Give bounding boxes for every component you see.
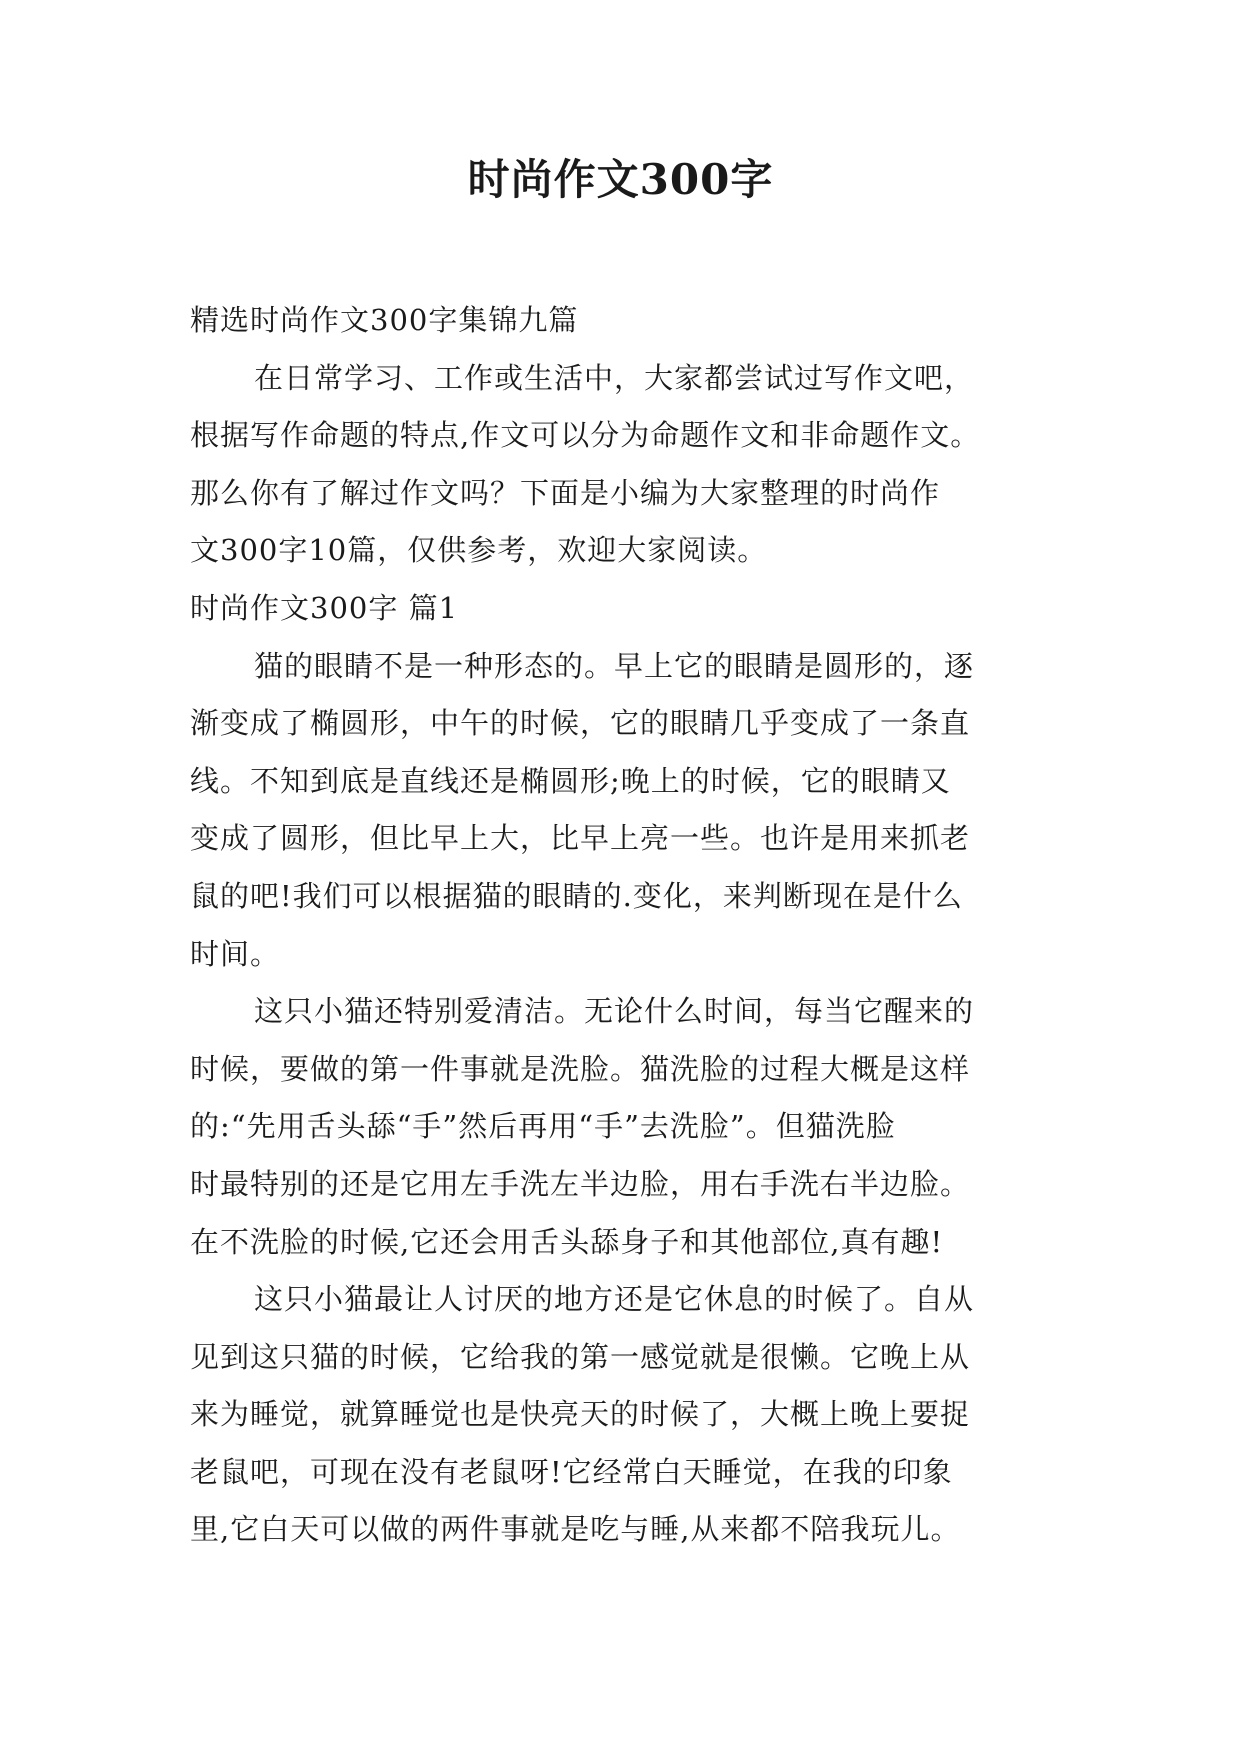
- text-line: 那么你有了解过作文吗？下面是小编为大家整理的时尚作: [190, 475, 941, 510]
- text-line: 猫的眼睛不是一种形态的。早上它的眼睛是圆形的，逐: [254, 648, 975, 683]
- text-line: 在日常学习、工作或生活中，大家都尝试过写作文吧，: [254, 360, 975, 395]
- text-line: 的:“先用舌头舔“手”然后再用“手”去洗脸”。但猫洗脸: [190, 1109, 896, 1144]
- text-line: 见到这只猫的时候，它给我的第一感觉就是很懒。它晚上从: [190, 1339, 971, 1374]
- document-body: [190, 292, 1062, 1559]
- text-line: 时尚作文300字 篇1: [190, 590, 459, 625]
- text-line: 时最特别的还是它用左手洗左半边脸，用右手洗右半边脸。: [190, 1166, 971, 1201]
- text-line: 文300字10篇，仅供参考，欢迎大家阅读。: [190, 533, 768, 568]
- text-line: 来为睡觉，就算睡觉也是快亮天的时候了，大概上晚上要捉: [190, 1397, 971, 1432]
- text-line: 时候，要做的第一件事就是洗脸。猫洗脸的过程大概是这样: [190, 1051, 971, 1086]
- text-line: 时间。: [190, 936, 281, 971]
- page-title: 时尚作文300字: [467, 155, 774, 204]
- text-line: 变成了圆形，但比早上大，比早上亮一些。也许是用来抓老: [190, 821, 971, 856]
- text-line: 这只小猫还特别爱清洁。无论什么时间，每当它醒来的: [254, 994, 975, 1029]
- text-line: 精选时尚作文300字集锦九篇: [190, 303, 579, 337]
- text-line: 根据写作命题的特点,作文可以分为命题作文和非命题作文。: [190, 418, 981, 453]
- text-line: 这只小猫最让人讨厌的地方还是它休息的时候了。自从: [254, 1282, 975, 1317]
- text-line: 鼠的吧!我们可以根据猫的眼睛的.变化，来判断现在是什么: [190, 878, 963, 913]
- text-line: 里,它白天可以做的两件事就是吃与睡,从来都不陪我玩儿。: [190, 1512, 961, 1547]
- text-line: 线。不知到底是直线还是椭圆形;晚上的时候，它的眼睛又: [190, 763, 951, 798]
- text-line: 老鼠吧，可现在没有老鼠呀!它经常白天睡觉，在我的印象: [190, 1454, 953, 1489]
- text-line: 在不洗脸的时候,它还会用舌头舔身子和其他部位,真有趣!: [190, 1224, 944, 1259]
- text-line: 渐变成了椭圆形，中午的时候，它的眼睛几乎变成了一条直: [190, 706, 971, 741]
